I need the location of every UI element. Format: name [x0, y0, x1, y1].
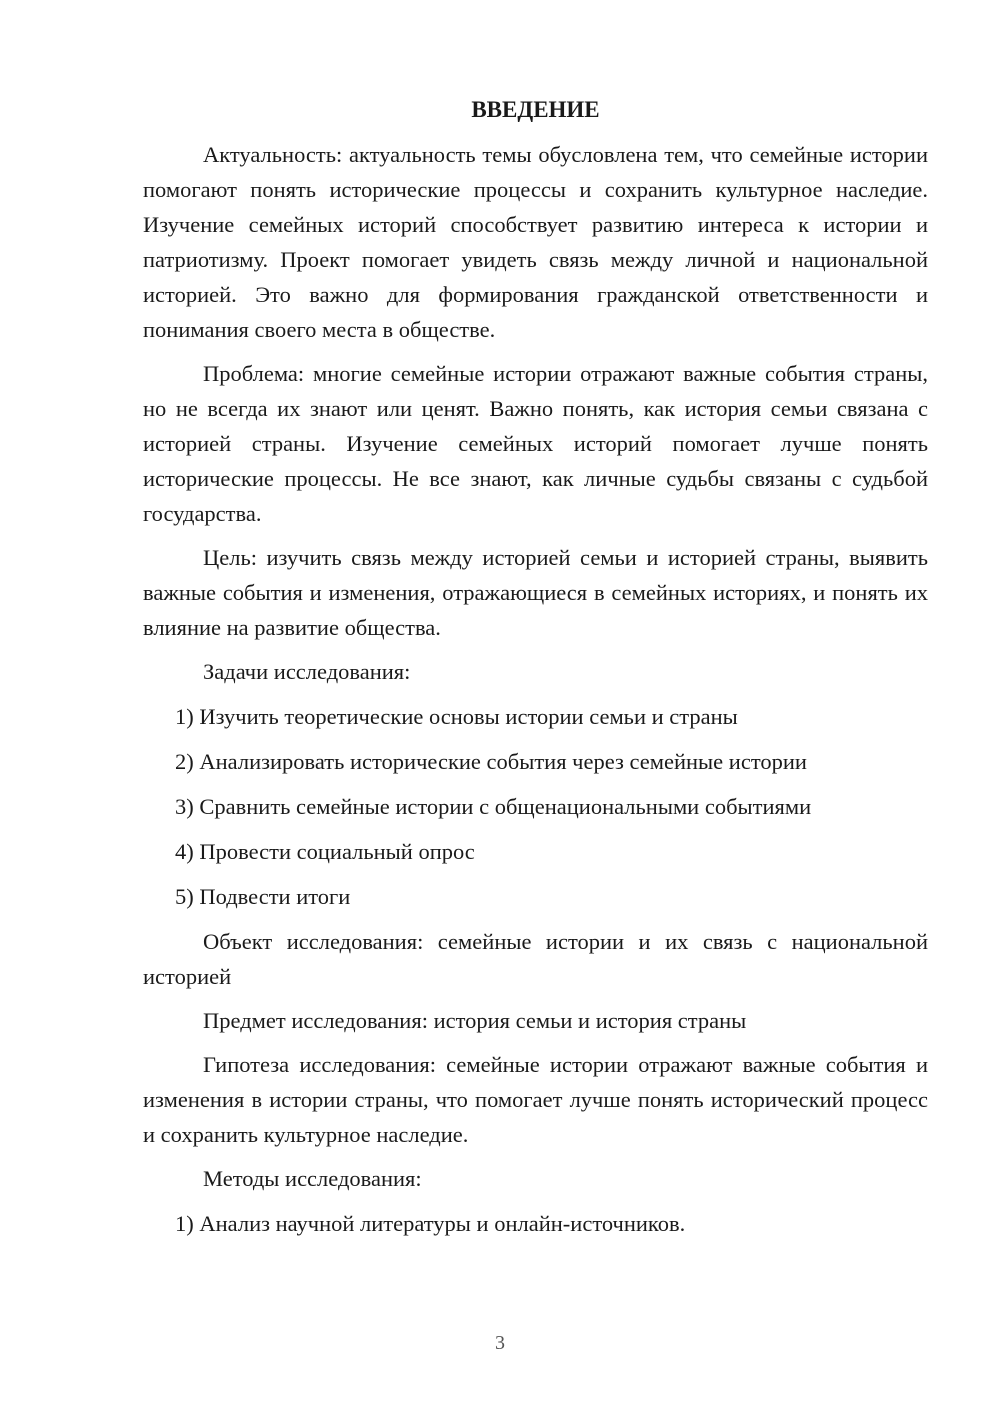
relevance-paragraph: Актуальность: актуальность темы обусловлена тем, что семейные истории помогают понять исторические процессы и сохранить культурное наследие. Изучение семейных историй способствует развитию интереса к истории и патриотизму. Проект помогает увидеть связь между личной и национальной историей. Это важно для формирования гражданской ответственности и понимания своего места в обществе. — [143, 142, 928, 342]
task-item: 5) Подвести итоги — [175, 884, 351, 909]
task-item: 1) Изучить теоретические основы истории семьи и страны — [175, 704, 738, 729]
hypothesis-paragraph: Гипотеза исследования: семейные истории отражают важные события и изменения в истории страны, что помогает лучше понять исторический процесс и сохранить культурное наследие. — [143, 1052, 928, 1147]
problem-paragraph: Проблема: многие семейные истории отражают важные события страны, но не всегда их знают или ценят. Важно понять, как история семьи связана с историей страны. Изучение семейных историй помогает лучше понять исторические процессы. Не все знают, как личные судьбы связаны с судьбой государства. — [143, 361, 928, 526]
methods-title: Методы исследования: — [203, 1166, 422, 1191]
goal-paragraph: Цель: изучить связь между историей семьи и историей страны, выявить важные события и изменения, отражающиеся в семейных историях, и понять их влияние на развитие общества. — [143, 545, 928, 640]
document-page — [143, 95, 928, 1251]
method-item: 1) Анализ научной литературы и онлайн-источников. — [175, 1211, 686, 1236]
subject-paragraph: Предмет исследования: история семьи и история страны — [203, 1008, 747, 1033]
task-item: 3) Сравнить семейные истории с общенациональными событиями — [175, 794, 812, 819]
page-number: 3 — [495, 1332, 505, 1354]
section-heading: ВВЕДЕНИЕ — [471, 97, 600, 122]
tasks-title: Задачи исследования: — [203, 659, 411, 684]
task-item: 4) Провести социальный опрос — [175, 839, 475, 864]
object-paragraph: Объект исследования: семейные истории и их связь с национальной историей — [143, 929, 928, 989]
task-item: 2) Анализировать исторические события через семейные истории — [175, 749, 807, 774]
